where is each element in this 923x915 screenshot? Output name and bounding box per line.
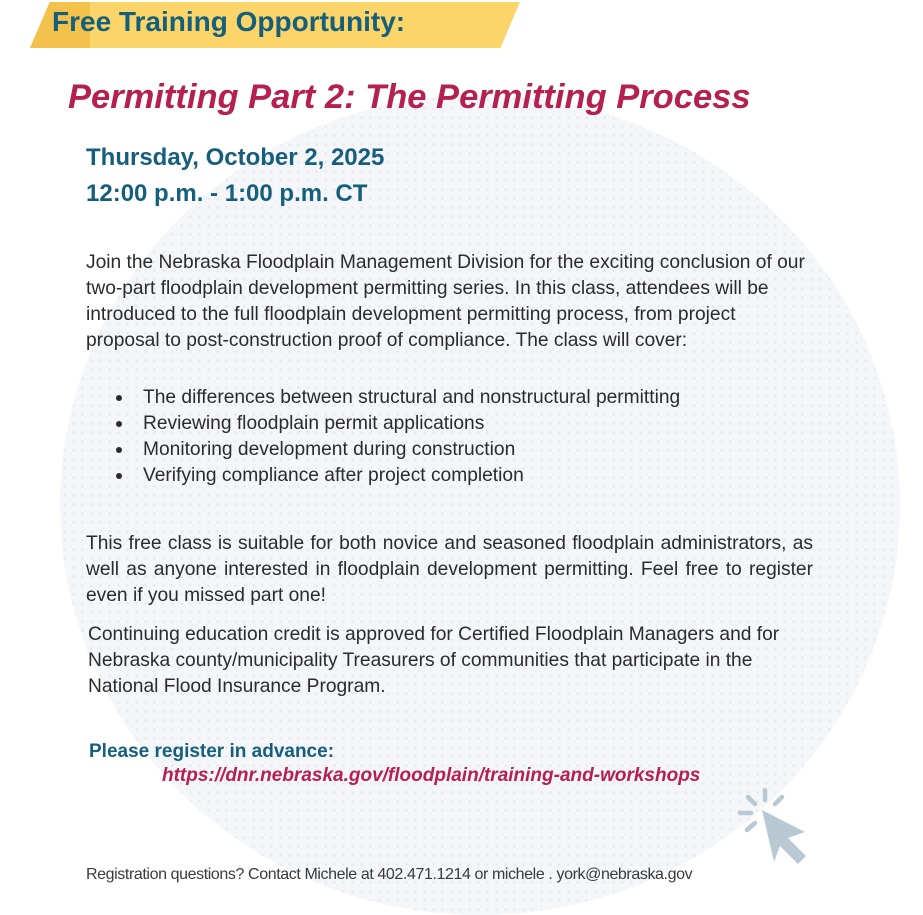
topic-list (113, 385, 680, 489)
topic-item: The differences between structural and nonstructural permitting (113, 385, 680, 411)
audience-paragraph: This free class is suitable for both novice and seasoned floodplain administrators, as well as anyone interested in floodplain development permitting. Feel free to register even if you missed part one! (86, 533, 813, 606)
register-label: Please register in advance: (89, 741, 335, 762)
event-time: 12:00 p.m. - 1:00 p.m. CT (86, 180, 368, 207)
topic-item: Monitoring development during construction (113, 437, 680, 463)
event-title: Permitting Part 2: The Permitting Process (68, 78, 751, 116)
topic-item: Reviewing floodplain permit applications (113, 411, 680, 437)
banner-title: Free Training Opportunity: (52, 6, 406, 37)
cursor-click-icon (730, 786, 814, 868)
credit-paragraph: Continuing education credit is approved for Certified Floodplain Managers and for Nebraska county/municipality Treasurers of communities that participate in the National Flood Insurance Program. (88, 624, 780, 697)
registration-link[interactable]: https://dnr.nebraska.gov/floodplain/training-and-workshops (162, 765, 701, 786)
intro-paragraph: Join the Nebraska Floodplain Management Division for the exciting conclusion of our two-part floodplain development permitting series. In this class, attendees will be introduced to the full floodplain development permitting process, from project proposal to post-construction proof of compliance. The class will cover: (86, 252, 805, 351)
topic-item: Verifying compliance after project completion (113, 463, 680, 489)
contact-info: Registration questions? Contact Michele at 402.471.1214 or michele . york@nebraska.gov (86, 866, 693, 883)
event-date: Thursday, October 2, 2025 (86, 144, 385, 171)
